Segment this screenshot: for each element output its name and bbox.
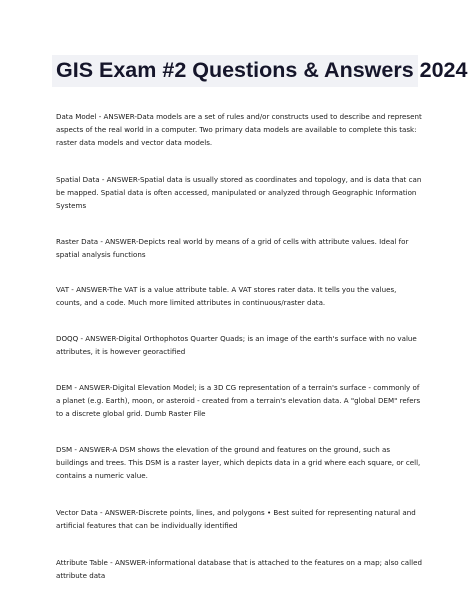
qa-entry-dem: DEM - ANSWER-Digital Elevation Model; is a 3D CG representation of a terrain's surface - commonly of a planet (e.g. Earth), moon, or asteroid - created from a terrain's elevation data. A "global DEM" refers to a discrete global grid. Dumb Raster File — [56, 383, 421, 418]
qa-entry-data-model: Data Model - ANSWER-Data models are a set of rules and/or constructs used to describe and represent aspects of the real world in a computer. Two primary data models are available to complete this task: raster data models and vector data models. — [56, 112, 422, 147]
qa-entry-attribute-table: Attribute Table - ANSWER-informational database that is attached to the features on a map; also called attribute data — [56, 558, 422, 580]
page-title: GIS Exam #2 Questions & Answers 2024 — [56, 58, 468, 82]
qa-entry-vector-data: Vector Data - ANSWER-Discrete points, lines, and polygons • Best suited for representing natural and artificial features that can be individually identified — [56, 508, 416, 530]
qa-list — [56, 110, 424, 582]
qa-entry-vat: VAT - ANSWER-The VAT is a value attribute table. A VAT stores rater data. It tells you the values, counts, and a code. Much more limited attributes in continuous/raster data. — [56, 285, 397, 307]
qa-entry-spatial-data: Spatial Data - ANSWER-Spatial data is usually stored as coordinates and topology, and is data that can be mapped. Spatial data is often accessed, manipulated or analyzed through Geographic Information Systems — [56, 175, 422, 210]
qa-entry-dsm: DSM - ANSWER-A DSM shows the elevation of the ground and features on the ground, such as buildings and trees. This DSM is a raster layer, which depicts data in a grid where each square, or cell, contains a numeric value. — [56, 445, 421, 480]
qa-entry-doqq: DOQQ - ANSWER-Digital Orthophotos Quarter Quads; is an image of the earth's surface with no value attributes, it is however georactified — [56, 334, 417, 356]
qa-entry-raster-data: Raster Data - ANSWER-Depicts real world by means of a grid of cells with attribute values. Ideal for spatial analysis functions — [56, 237, 409, 259]
